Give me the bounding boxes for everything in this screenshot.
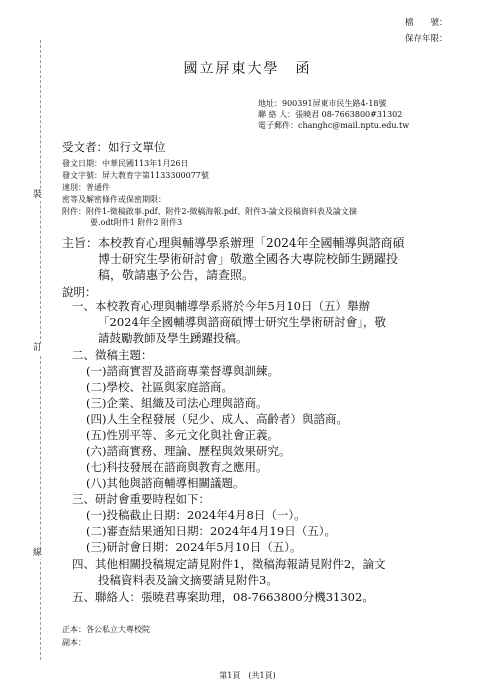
attachment-line-1: 附件：附件1-徵稿啟事.pdf、附件2-徵稿海報.pdf、附件3-論文投稿資料表及論文摘 [62, 207, 357, 216]
schedule-item: (二)審查結果通知日期：2024年4月19日（五）。 [86, 524, 336, 538]
subject-line-3: 稿，敬請惠予公告，請查照。 [98, 268, 255, 282]
topic-item: (五)性別平等、多元文化與社會正義。 [86, 428, 279, 442]
item-5-contact: 五、聯絡人：張曉君專案助理，08-7663800分機31302。 [72, 590, 374, 604]
item-2-heading: 二、徵稿主題： [72, 348, 153, 362]
sender-address: 地址：900391屏東市民生路4-18號 [258, 99, 387, 108]
item-4-line-1: 四、其他相關投稿規定請見附件1，徵稿海報請見附件2，論文 [72, 557, 386, 571]
sender-email: 電子郵件：changhc@mail.nptu.edu.tw [258, 121, 410, 130]
topic-item: (六)諮商實務、理論、歷程與效果研究。 [86, 444, 291, 458]
sender-contact: 聯 絡 人：張曉君 08-7663800#31302 [258, 110, 403, 119]
subject-line-1: 主旨：本校教育心理與輔導學系辦理「2024年全國輔導與諮商碩 [62, 236, 405, 250]
topic-item: (八)其他與諮商輔導相關議題。 [86, 476, 245, 490]
document-title: 國立屏東大學 函 [183, 61, 312, 77]
binding-char-zhuang: 裝 [33, 190, 43, 200]
topic-item: (三)企業、組織及司法心理與諮商。 [86, 396, 268, 410]
binding-char-ding: 訂 [33, 343, 43, 353]
explanation-label: 說明： [62, 285, 97, 299]
topic-item: (二)學校、社區與家庭諮商。 [86, 380, 233, 394]
schedule-item: (一)投稿截止日期：2024年4月8日（一）。 [86, 508, 306, 522]
main-recipient: 正本：各公私立大專校院 [62, 625, 150, 634]
copy-recipient: 副本： [62, 638, 86, 647]
item-1-line-3: 請鼓勵教師及學生踴躍投稿。 [98, 331, 248, 345]
topic-item: (一)諮商實習及諮商專業督導與訓練。 [86, 364, 279, 378]
item-1-line-2: 「2024年全國輔導與諮商碩博士研究生學術研討會」，敬 [98, 315, 387, 329]
file-number-label: 檔 號： [405, 18, 448, 28]
document-number: 發文字號：屏大教育字第1133300077號 [62, 171, 209, 180]
retention-period-label: 保存年限： [405, 34, 448, 44]
page-number: 第1頁 (共1頁) [219, 671, 276, 680]
item-1-line-1: 一、本校教育心理與輔導學系將於今年5月10日（五）舉辦 [72, 299, 370, 313]
schedule-item: (三)研討會日期：2024年5月10日（五）。 [86, 540, 302, 554]
issue-date: 發文日期：中華民國113年1月26日 [62, 159, 189, 168]
delivery-speed: 速別：普通件 [62, 183, 110, 192]
item-4-line-2: 投稿資料表及論文摘要請見附件3。 [98, 573, 278, 587]
topic-item: (七)科技發展在諮商與教育之應用。 [86, 460, 268, 474]
item-3-heading: 三、研討會重要時程如下： [72, 492, 210, 506]
security-level: 密等及解密條件或保密期限： [62, 195, 166, 204]
binding-char-xian: 線 [33, 548, 43, 558]
subject-line-2: 博士研究生學術研討會」敬邀全國各大專院校師生踴躍投 [98, 252, 399, 266]
topic-item: (四)人生全程發展（兒少、成人、高齡者）與諮商。 [86, 412, 348, 426]
recipient: 受文者：如行文單位 [62, 140, 166, 154]
attachment-line-2: 要.odt附件1 附件2 附件3 [90, 218, 183, 227]
